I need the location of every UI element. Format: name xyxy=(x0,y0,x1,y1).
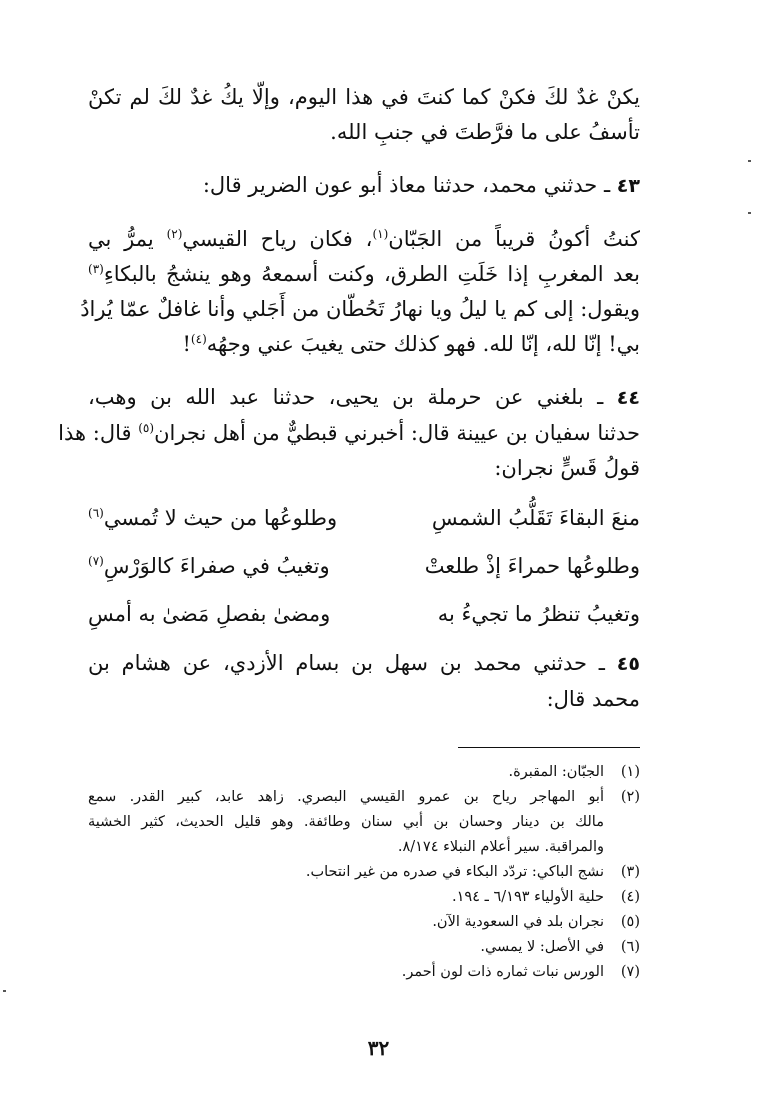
verse-second-hemistich: وطلوعُها من حيث لا تُمسي$^{(٦)}$ xyxy=(88,506,338,530)
para43-line-4: بي! إنّا لله، إنّا لله. فهو كذلك حتى يغيبَ عني وجهُه$^{(٤)}$! xyxy=(182,332,640,356)
footnote-item xyxy=(88,760,640,785)
footnote-item xyxy=(88,785,640,860)
paragraph-44 xyxy=(58,380,640,486)
footnote-ref[interactable]: (٢) xyxy=(166,227,183,241)
footnote-number: (٥) xyxy=(620,914,640,930)
verse-second-hemistich: ومضىٰ بفصلِ مَضىٰ به أمسِ xyxy=(88,602,331,626)
footnote-item xyxy=(88,960,640,985)
footnote-text: نجران بلد في السعودية الآن. xyxy=(432,914,604,930)
footnote-divider xyxy=(458,747,640,748)
intro-paragraph xyxy=(88,80,640,150)
scan-mark xyxy=(748,212,751,214)
footnote-text: حلية الأولياء ٦/١٩٣ ـ ١٩٤. xyxy=(452,889,604,905)
section-number: ٤٤ xyxy=(616,387,640,409)
footnote-text: الورس نبات ثماره ذات لون أحمر. xyxy=(401,964,604,980)
intro-line-1: يكنْ غدٌ لكَ فكنْ كما كنتَ في هذا اليوم، وإلّا يكُ غدٌ لكَ لم تكنْ xyxy=(88,85,640,109)
footnote-ref[interactable]: (٦) xyxy=(88,506,104,520)
poem-verse xyxy=(88,590,640,638)
paragraph-45 xyxy=(88,646,640,717)
section-number: ٤٥ xyxy=(616,653,640,675)
footnote-text: في الأصل: لا يمسي. xyxy=(480,939,604,955)
para43-line-2: بعد المغربِ إذا خَلَتِ الطرق، وكنت أسمعهُ وهو ينشجُ بالبكاءِ$^{(٣)}$ xyxy=(88,262,640,286)
footnote-number: (١) xyxy=(620,764,640,780)
poem xyxy=(88,494,640,638)
footnote-number: (٢) xyxy=(620,789,640,805)
footnote-number: (٦) xyxy=(620,939,640,955)
paragraph-43 xyxy=(80,222,640,362)
footnote-text: الجبّان: المقبرة. xyxy=(508,764,604,780)
footnote-ref[interactable]: (٥) xyxy=(138,421,155,435)
footnote-number: (٣) xyxy=(620,864,640,880)
footnote-number: (٤) xyxy=(620,889,640,905)
footnote-item xyxy=(88,885,640,910)
footnote-number: (٧) xyxy=(620,964,640,980)
page-body xyxy=(58,80,640,1080)
scan-mark xyxy=(748,160,751,162)
footnote-item xyxy=(88,935,640,960)
footnotes xyxy=(88,760,640,985)
footnote-text: أبو المهاجر رياح بن عمرو القيسي البصري. زاهد عابد، كبير القدر. سمع مالك بن دينار وحسان بن أبي سنان وطائفة. وهو قليل الحديث، كثير الخشية والمراقبة. سير أعلام النبلاء ٨/١٧٤. xyxy=(88,789,604,855)
poem-verse xyxy=(88,494,640,542)
footnote-ref[interactable]: (٣) xyxy=(88,262,104,276)
verse-first-hemistich: وطلوعُها حمراءَ إذْ طلعتْ xyxy=(424,554,640,578)
para44-line-1: ٤٤ ـ بلغني عن حرملة بن يحيى، حدثنا عبد الله بن وهب، xyxy=(88,385,640,409)
footnote-item xyxy=(88,910,640,935)
para45-line-1: ٤٥ ـ حدثني محمد بن سهل بن بسام الأزدي، عن هشام بن xyxy=(88,651,640,675)
verse-first-hemistich: وتغيبُ تنظرُ ما تجيءُ به xyxy=(437,602,640,626)
para45-line-2: محمد قال: xyxy=(546,687,640,711)
poem-verse xyxy=(88,542,640,590)
footnote-text: نشج الباكي: تردّد البكاء في صدره من غير انتحاب. xyxy=(305,864,604,880)
footnote-item xyxy=(88,860,640,885)
scan-mark xyxy=(3,990,6,992)
footnote-ref[interactable]: (٤) xyxy=(190,332,207,346)
footnote-ref[interactable]: (١) xyxy=(372,227,389,241)
section-number: ٤٣ xyxy=(616,175,640,197)
para44-line-2: حدثنا سفيان بن عيينة قال: أخبرني قبطيٌّ من أهل نجران$^{(٥)}$ قال: هذا xyxy=(58,421,640,445)
para43-line-1: كنتُ أكونُ قريباً من الجَبّان$^{(١)}$، فكان رياح القيسي$^{(٢)}$ يمرُّ بي xyxy=(88,227,640,251)
para43-line-3: ويقول: إلى كم يا ليلُ ويا نهارُ تَحُطّان من أَجَلي وأنا غافلٌ عمّا يُرادُ xyxy=(80,297,640,321)
verse-first-hemistich: منعَ البقاءَ تَقَلُّبُ الشمسِ xyxy=(431,506,640,530)
section-text: ـ حدثني محمد، حدثنا معاذ أبو عون الضرير قال: xyxy=(202,173,611,197)
intro-line-2: تأسفُ على ما فرَّطتَ في جنبِ الله. xyxy=(330,120,640,144)
footnote-ref[interactable]: (٧) xyxy=(88,554,104,568)
page-number: ٣٢ xyxy=(367,1036,390,1060)
section-43-heading xyxy=(88,168,640,204)
verse-second-hemistich: وتغيبُ في صفراءَ كالوَرْسِ$^{(٧)}$ xyxy=(88,554,330,578)
para44-line-3: قولُ قَسٍّ نجران: xyxy=(494,456,640,480)
